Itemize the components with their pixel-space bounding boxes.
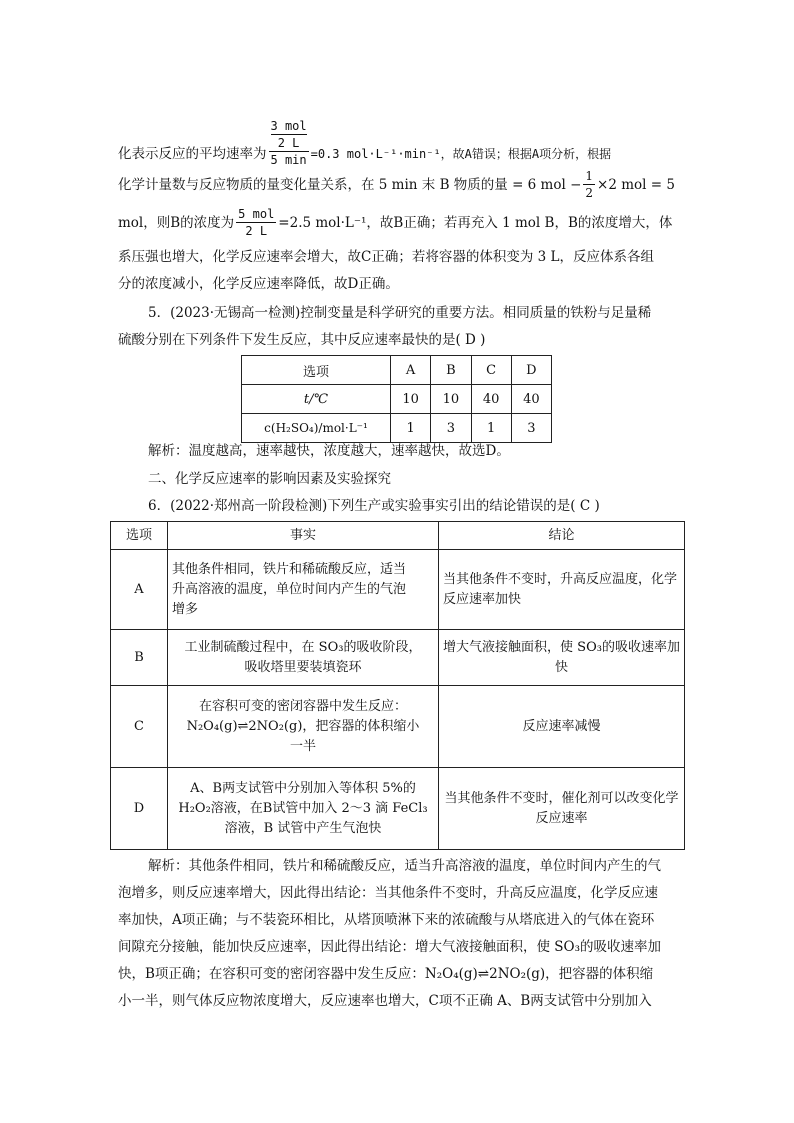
table-cell: 10: [391, 385, 431, 414]
q6-analysis-line: 率加快，A项正确；与不装瓷环相比，从塔顶喷淋下来的浓硫酸与从塔底进入的气体在瓷环: [118, 912, 655, 928]
cell-line: H₂O₂溶液，在B试管中加入 2～3 滴 FeCl₃: [178, 800, 428, 816]
q6-analysis-line: 快，B项正确；在容积可变的密闭容器中发生反应：N₂O₄(g)⇌2NO₂(g)，把容器的体积缩: [118, 966, 654, 982]
cell-line: 一半: [289, 738, 316, 754]
q5-line2: 硫酸分别在下列条件下发生反应，其中反应速率最快的是( D ): [118, 332, 486, 348]
table-cell: 结论: [439, 522, 685, 550]
q6-line1: 6．(2022·郑州高一阶段检测)下列生产或实验事实引出的结论错误的是( C ): [148, 498, 600, 514]
cell-line: 增多: [172, 601, 199, 617]
table-cell: 40: [471, 385, 511, 414]
table-cell: C: [111, 686, 168, 768]
text: mol，则B的浓度为: [118, 215, 235, 231]
table-cell: A: [111, 550, 168, 630]
table-cell: 10: [431, 385, 471, 414]
table-cell: [439, 550, 685, 630]
fraction: [236, 206, 276, 239]
cell-line: 增大气液接触面积，使 SO₃的吸收速率加: [443, 639, 680, 655]
para1-line2: [118, 168, 678, 201]
para1-line5: 分的浓度减小，化学反应速率降低，故D正确。: [118, 276, 399, 292]
table-cell: [168, 550, 439, 630]
cell-line: 吸收塔里要装填瓷环: [244, 659, 362, 675]
table-cell: [439, 630, 685, 686]
text: =2.5 mol·L⁻¹，故B正确；若再充入 1 mol B，B的浓度增大，体: [278, 215, 673, 231]
table-cell: 40: [511, 385, 551, 414]
table-cell: 事实: [168, 522, 439, 550]
table-cell: B: [431, 356, 471, 385]
table-cell: c(H₂SO₄)/mol·L⁻¹: [242, 414, 391, 443]
table-header-row: [242, 356, 552, 385]
frac-top-num: 3 mol: [270, 119, 307, 133]
para1-line1: [118, 118, 678, 168]
frac-den: 2 L: [245, 224, 268, 238]
table-row: [242, 385, 552, 414]
table-cell: D: [111, 768, 168, 850]
cell-line: 升高溶液的温度，单位时间内产生的气泡: [172, 581, 407, 597]
frac-top-den: 2 L: [277, 136, 300, 150]
table-cell: t/℃: [242, 385, 391, 414]
text: ×2 mol = 5: [597, 177, 675, 193]
table-cell: 1: [391, 414, 431, 443]
cell-line: 工业制硫酸过程中，在 SO₃的吸收阶段，: [184, 639, 422, 655]
fraction: [583, 168, 595, 201]
q6-table: [110, 521, 685, 850]
cell-line: 当其他条件不变时，催化剂可以改变化学: [444, 790, 679, 806]
table-row: [111, 768, 685, 850]
cell-line: 溶液，B 试管中产生气泡快: [224, 820, 382, 836]
q6-analysis-line: 间隙充分接触，能加快反应速率，因此得出结论：增大气液接触面积，使 SO₃的吸收速率加: [118, 939, 662, 955]
cell-line: 反应速率: [535, 810, 588, 826]
fraction: [269, 118, 309, 168]
cell-line: 反应速率加快: [443, 591, 522, 607]
table-row: [111, 686, 685, 768]
cell-line: 快: [554, 659, 568, 675]
table-row: [111, 630, 685, 686]
q6-analysis-line: 泡增多，则反应速率增大，因此得出结论：当其他条件不变时，升高反应温度，化学反应速: [118, 885, 658, 901]
table-cell: 1: [471, 414, 511, 443]
q5-line1: 5．(2023·无锡高一检测)控制变量是科学研究的重要方法。相同质量的铁粉与足量稀: [148, 305, 652, 321]
frac-den: 5 min: [270, 153, 307, 167]
text: =0.3 mol·L⁻¹·min⁻¹，故A错误；根据A项分析，根据: [310, 147, 612, 161]
table-row: [242, 414, 552, 443]
q5-table: [241, 355, 552, 443]
para1-line3: [118, 206, 678, 239]
table-row: [111, 550, 685, 630]
table-cell: A: [391, 356, 431, 385]
cell-line: A、B两支试管中分别加入等体积 5%的: [190, 780, 416, 796]
text: 化表示反应的平均速率为: [118, 146, 267, 162]
q6-analysis-line: 解析：其他条件相同，铁片和稀硫酸反应，适当升高溶液的温度，单位时间内产生的气: [148, 858, 661, 874]
cell-line: N₂O₄(g)⇌2NO₂(g)，把容器的体积缩小: [186, 718, 420, 734]
cell-line: 其他条件相同，铁片和稀硫酸反应，适当: [172, 561, 407, 577]
q5-analysis: 解析：温度越高，速率越快，浓度越大，速率越快，故选D。: [148, 443, 510, 459]
q6-analysis-line: 小一半，则气体反应物浓度增大，反应速率也增大，C项不正确 A、B两支试管中分别加入: [118, 993, 652, 1009]
text: 化学计量数与反应物质的量变化量关系，在 5 min 末 B 物质的量 = 6 mol −: [118, 177, 582, 193]
table-cell: 选项: [111, 522, 168, 550]
table-cell: B: [111, 630, 168, 686]
table-cell: [439, 768, 685, 850]
table-cell: 3: [431, 414, 471, 443]
table-cell: D: [511, 356, 551, 385]
table-cell: 3: [511, 414, 551, 443]
table-header-row: [111, 522, 685, 550]
table-cell: [168, 768, 439, 850]
frac-num: 5 mol: [238, 207, 275, 221]
table-cell: 选项: [242, 356, 391, 385]
cell-line: 反应速率减慢: [522, 718, 601, 734]
para1-line4: 系压强也增大，化学反应速率会增大，故C正确；若将容器的体积变为 3 L，反应体系各组: [118, 249, 654, 265]
table-cell: [168, 686, 439, 768]
cell-line: 在容积可变的密闭容器中发生反应：: [198, 698, 407, 714]
section-heading: 二、化学反应速率的影响因素及实验探究: [148, 471, 391, 487]
cell-line: 当其他条件不变时，升高反应温度，化学: [443, 571, 678, 587]
table-cell: [168, 630, 439, 686]
frac-den: 2: [585, 186, 594, 200]
table-cell: C: [471, 356, 511, 385]
frac-num: 1: [585, 169, 594, 183]
table-cell: [439, 686, 685, 768]
